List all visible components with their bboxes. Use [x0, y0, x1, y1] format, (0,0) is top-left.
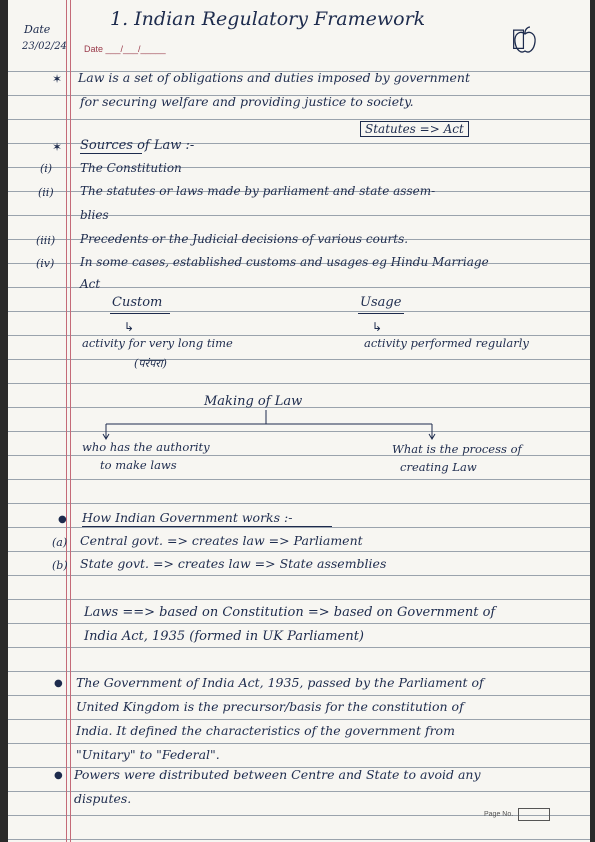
govt-marker-b: (b) — [52, 559, 68, 572]
definition-line-1: Law is a set of obligations and duties imposed by government — [78, 70, 471, 85]
bullet-icon: ● — [54, 678, 63, 689]
laws-basis-line-1: Laws ==> based on Constitution => based on Government of — [84, 605, 496, 620]
govt-works-heading: How Indian Government works :- — [82, 510, 293, 525]
usage-description: activity performed regularly — [364, 336, 529, 350]
date-label: Date — [24, 23, 51, 36]
source-marker-iv: (iv) — [36, 257, 55, 270]
making-right-line-2: creating Law — [400, 460, 477, 474]
source-marker-iii: (iii) — [36, 234, 56, 247]
goi-act-line-2: United Kingdom is the precursor/basis for the constitution of — [76, 699, 464, 714]
power-line-2: disputes. — [74, 791, 132, 806]
laws-basis-line-2: India Act, 1935 (formed in UK Parliament) — [84, 629, 364, 644]
source-marker-ii: (ii) — [38, 186, 54, 199]
making-right-line-1: What is the process of — [392, 442, 522, 456]
source-item-ii-line-2: blies — [80, 208, 109, 222]
custom-down-arrow-icon: ↳ — [124, 320, 135, 334]
making-left-line-1: who has the authority — [82, 440, 210, 454]
page-number-label: Page No. — [484, 811, 514, 818]
star-bullet-icon: ✶ — [52, 140, 63, 154]
source-item-iv-line-1: In some cases, established customs and usages eg Hindu Marriage — [80, 255, 489, 269]
custom-hindi-note: (परंपरा) — [134, 357, 167, 370]
source-item-i: The Constitution — [80, 161, 182, 175]
govt-marker-a: (a) — [52, 536, 68, 549]
source-item-iv-line-2: Act — [80, 277, 101, 291]
goi-act-line-4: "Unitary" to "Federal". — [76, 747, 220, 762]
goi-act-line-1: The Government of India Act, 1935, passed by the Parliament of — [76, 675, 484, 690]
definition-line-2: for securing welfare and providing justice to society. — [80, 94, 414, 109]
custom-description: activity for very long time — [82, 336, 233, 350]
bullet-icon: ● — [58, 514, 67, 525]
date-value: 23/02/24 — [22, 41, 67, 52]
printed-date-field: Date ___/___/_____ — [84, 44, 166, 54]
bullet-icon: ● — [54, 770, 63, 781]
star-bullet-icon: ✶ — [52, 72, 63, 86]
source-marker-i: (i) — [40, 162, 53, 175]
sources-heading: Sources of Law :- — [80, 138, 195, 153]
making-of-law-diagram — [8, 0, 590, 480]
usage-heading: Usage — [360, 295, 402, 310]
statutes-box: Statutes => Act — [360, 121, 469, 137]
page-number-box — [518, 808, 550, 821]
govt-item-state: State govt. => creates law => State assemblies — [80, 556, 387, 571]
making-left-line-2: to make laws — [100, 458, 177, 472]
govt-works-underline — [82, 526, 332, 527]
making-of-law-heading: Making of Law — [204, 394, 303, 409]
govt-item-central: Central govt. => creates law => Parliament — [80, 533, 363, 548]
source-item-iii: Precedents or the Judicial decisions of various courts. — [80, 232, 409, 246]
usage-down-arrow-icon: ↳ — [372, 320, 383, 334]
custom-heading: Custom — [112, 295, 163, 310]
power-line-1: Powers were distributed between Centre and State to avoid any — [74, 767, 481, 782]
goi-act-line-3: India. It defined the characteristics of the government from — [76, 723, 455, 738]
page-title: 1. Indian Regulatory Framework — [110, 8, 426, 30]
source-item-ii-line-1: The statutes or laws made by parliament and state assem- — [80, 184, 436, 198]
notebook-page — [8, 0, 590, 842]
